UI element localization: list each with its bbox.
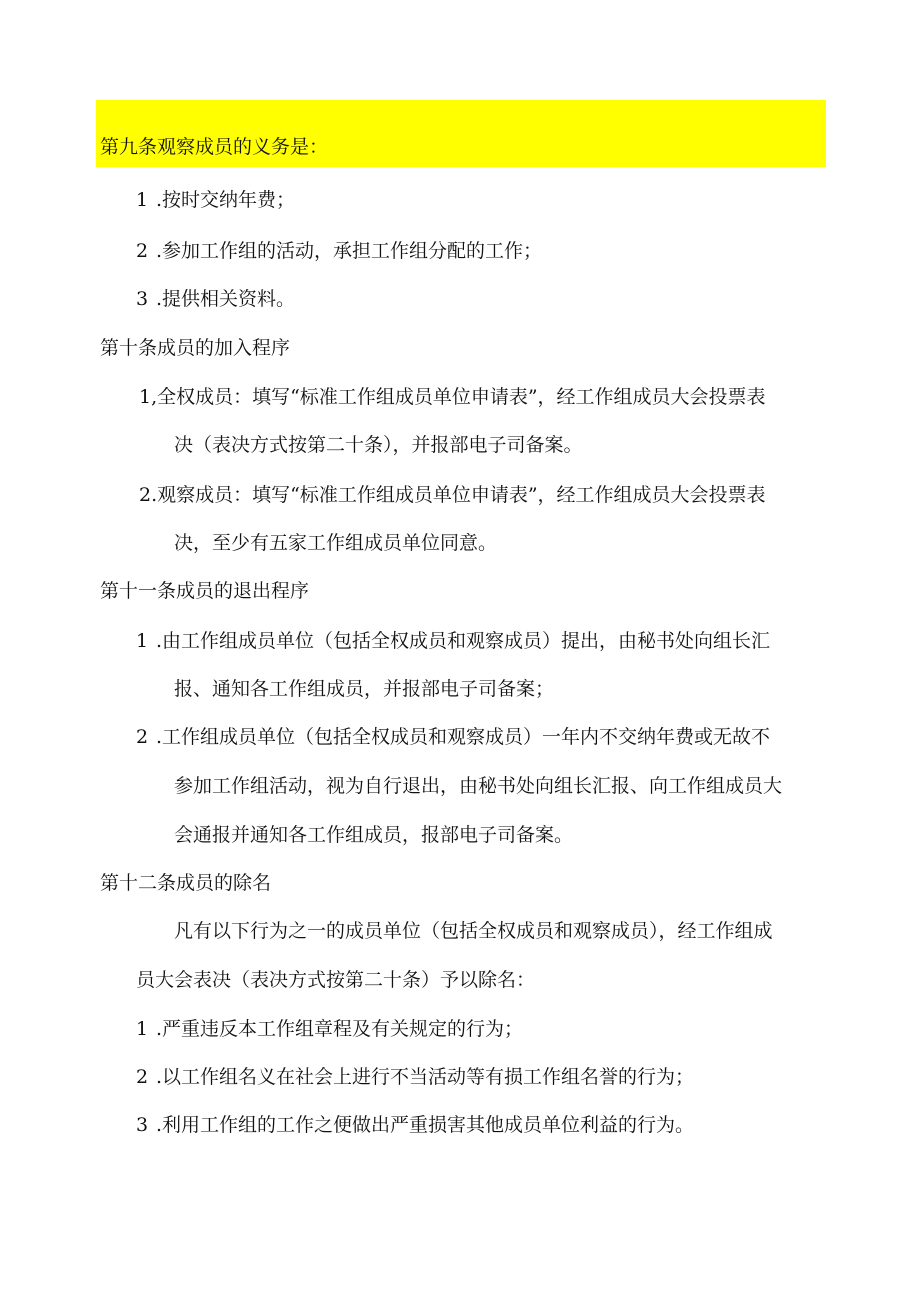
article11-item-2-line1: .工作组成员单位（包括全权成员和观察成员）一年内不交纳年费或无故不	[156, 726, 771, 748]
article9-item-1: .按时交纳年费；	[156, 189, 296, 211]
article11-heading: 第十一条成员的退出程序	[100, 580, 310, 602]
article11-item-2-num: 2	[136, 726, 149, 748]
article10-item-2-line1: 2.观察成员：填写“标准工作组成员单位申请表”，经工作组成员大会投票表	[139, 484, 766, 506]
article11-item-1-line1: .由工作组成员单位（包括全权成员和观察成员）提出，由秘书处向组长汇	[156, 630, 771, 652]
article12-item-3: .利用工作组的工作之便做出严重损害其他成员单位利益的行为。	[156, 1114, 695, 1136]
article11-item-2-line2: 参加工作组活动，视为自行退出，由秘书处向组长汇报、向工作组成员大	[174, 775, 783, 797]
article10-item-1-line2: 决（表决方式按第二十条），并报部电子司备案。	[174, 434, 583, 456]
article9-item-3-num: 3	[136, 288, 149, 310]
article10-heading: 第十条成员的加入程序	[100, 337, 291, 359]
article12-intro-line2: 员大会表决（表决方式按第二十条）予以除名：	[136, 969, 536, 991]
article12-item-2-num: 2	[136, 1066, 149, 1088]
article12-item-1: .严重违反本工作组章程及有关规定的行为；	[156, 1018, 524, 1040]
article9-item-3: .提供相关资料。	[156, 288, 296, 310]
article9-item-1-num: 1	[136, 189, 149, 211]
article9-item-2: .参加工作组的活动，承担工作组分配的工作；	[156, 240, 543, 262]
article11-item-1-line2: 报、通知各工作组成员，并报部电子司备案；	[174, 678, 555, 700]
article12-item-2: .以工作组名义在社会上进行不当活动等有损工作组名誉的行为；	[156, 1066, 695, 1088]
article11-item-1-num: 1	[136, 630, 149, 652]
article12-item-1-num: 1	[136, 1018, 149, 1040]
article10-item-1-line1: 1,全权成员：填写“标准工作组成员单位申请表”，经工作组成员大会投票表	[139, 386, 766, 408]
article12-heading: 第十二条成员的除名	[100, 872, 272, 894]
article9-heading: 第九条观察成员的义务是：	[100, 136, 329, 158]
article12-intro-line1: 凡有以下行为之一的成员单位（包括全权成员和观察成员），经工作组成	[174, 920, 773, 942]
article12-item-3-num: 3	[136, 1114, 149, 1136]
article10-item-2-line2: 决，至少有五家工作组成员单位同意。	[174, 532, 498, 554]
article11-item-2-line3: 会通报并通知各工作组成员，报部电子司备案。	[174, 824, 574, 846]
article9-item-2-num: 2	[136, 240, 149, 262]
